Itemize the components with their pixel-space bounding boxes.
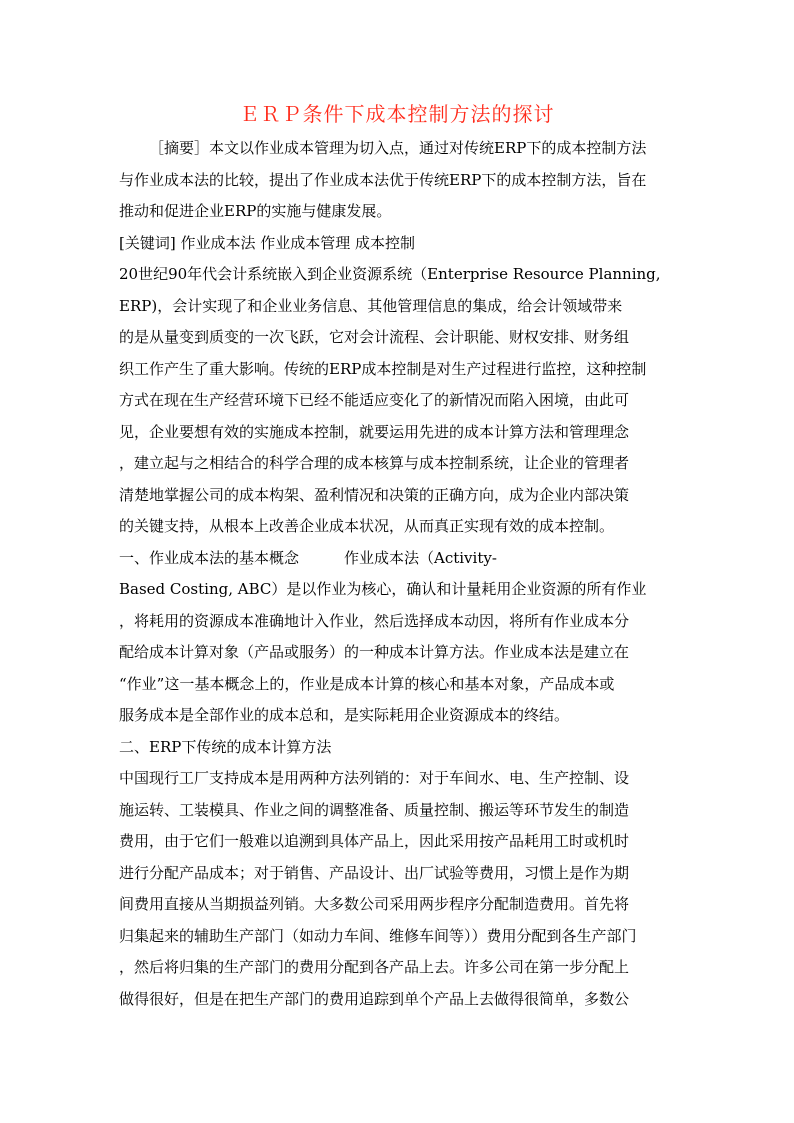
section-heading-line: 一、作业成本法的基本概念 作业成本法（Activity- bbox=[119, 548, 497, 567]
paragraph-line: 间费用直接从当期损益列销。大多数公司采用两步程序分配制造费用。首先将 bbox=[119, 895, 630, 913]
paragraph-line: “作业”这一基本概念上的，作业是成本计算的核心和基本对象，产品成本或 bbox=[119, 674, 615, 693]
paragraph-line: 配给成本计算对象（产品或服务）的一种成本计算方法。作业成本法是建立在 bbox=[119, 643, 630, 661]
paragraph-line: 施运转、工装模具、作业之间的调整准备、质量控制、搬运等环节发生的制造 bbox=[119, 800, 630, 819]
paragraph-line: 20世纪90年代会计系统嵌入到企业资源系统（Enterprise Resource Planning, bbox=[119, 265, 661, 283]
paragraph-line: 服务成本是全部作业的成本总和，是实际耗用企业资源成本的终结。 bbox=[119, 706, 570, 724]
paragraph-line: 归集起来的辅助生产部门（如动力车间、维修车间等））费用分配到各生产部门 bbox=[119, 926, 637, 945]
paragraph-line: 中国现行工厂支持成本是用两种方法列销的：对于车间水、电、生产控制、设 bbox=[119, 769, 630, 787]
abstract-line: 推动和促进企业ERP的实施与健康发展。 bbox=[119, 202, 392, 220]
paragraph-line: 见，企业要想有效的实施成本控制，就要运用先进的成本计算方法和管理理念 bbox=[119, 422, 630, 441]
document-body bbox=[119, 133, 679, 1015]
keywords-line: [关键词] 作业成本法 作业成本管理 成本控制 bbox=[119, 233, 416, 252]
section-heading-line: 二、ERP下传统的成本计算方法 bbox=[119, 737, 332, 756]
paragraph-line: 的是从量变到质变的一次飞跃，它对会计流程、会计职能、财权安排、财务组 bbox=[119, 328, 630, 346]
paragraph-line: 织工作产生了重大影响。传统的ERP成本控制是对生产过程进行监控，这种控制 bbox=[119, 359, 647, 378]
document-title: ＥＲＰ条件下成本控制方法的探讨 bbox=[239, 102, 555, 126]
abstract-line: 与作业成本法的比较，提出了作业成本法优于传统ERP下的成本控制方法，旨在 bbox=[119, 170, 647, 189]
abstract-line: ［摘要］本文以作业成本管理为切入点，通过对传统ERP下的成本控制方法 bbox=[149, 139, 647, 157]
paragraph-line: Based Costing, ABC）是以作业为核心，确认和计量耗用企业资源的所有作业 bbox=[119, 580, 647, 598]
paragraph-line: 费用，由于它们一般难以追溯到具体产品上，因此采用按产品耗用工时或机时 bbox=[119, 832, 630, 850]
paragraph-line: ，将耗用的资源成本准确地计入作业，然后选择成本动因，将所有作业成本分 bbox=[119, 611, 630, 630]
paragraph-line: 做得很好，但是在把生产部门的费用追踪到单个产品上去做得很简单，多数公 bbox=[119, 989, 630, 1008]
paragraph-line: ，建立起与之相结合的科学合理的成本核算与成本控制系统，让企业的管理者 bbox=[119, 454, 630, 472]
paragraph-line: ，然后将归集的生产部门的费用分配到各产品上去。许多公司在第一步分配上 bbox=[119, 958, 630, 976]
paragraph-line: 方式在现在生产经营环境下已经不能适应变化了的新情况而陷入困境，由此可 bbox=[119, 391, 630, 409]
paragraph-line: 的关键支持，从根本上改善企业成本状况，从而真正实现有效的成本控制。 bbox=[119, 517, 615, 535]
paragraph-line: ERP)，会计实现了和企业业务信息、其他管理信息的集成，给会计领域带来 bbox=[119, 296, 623, 315]
paragraph-line: 进行分配产品成本；对于销售、产品设计、出厂试验等费用，习惯上是作为期 bbox=[119, 863, 630, 882]
paragraph-line: 清楚地掌握公司的成本构架、盈利情况和决策的正确方向，成为企业内部决策 bbox=[119, 485, 630, 504]
